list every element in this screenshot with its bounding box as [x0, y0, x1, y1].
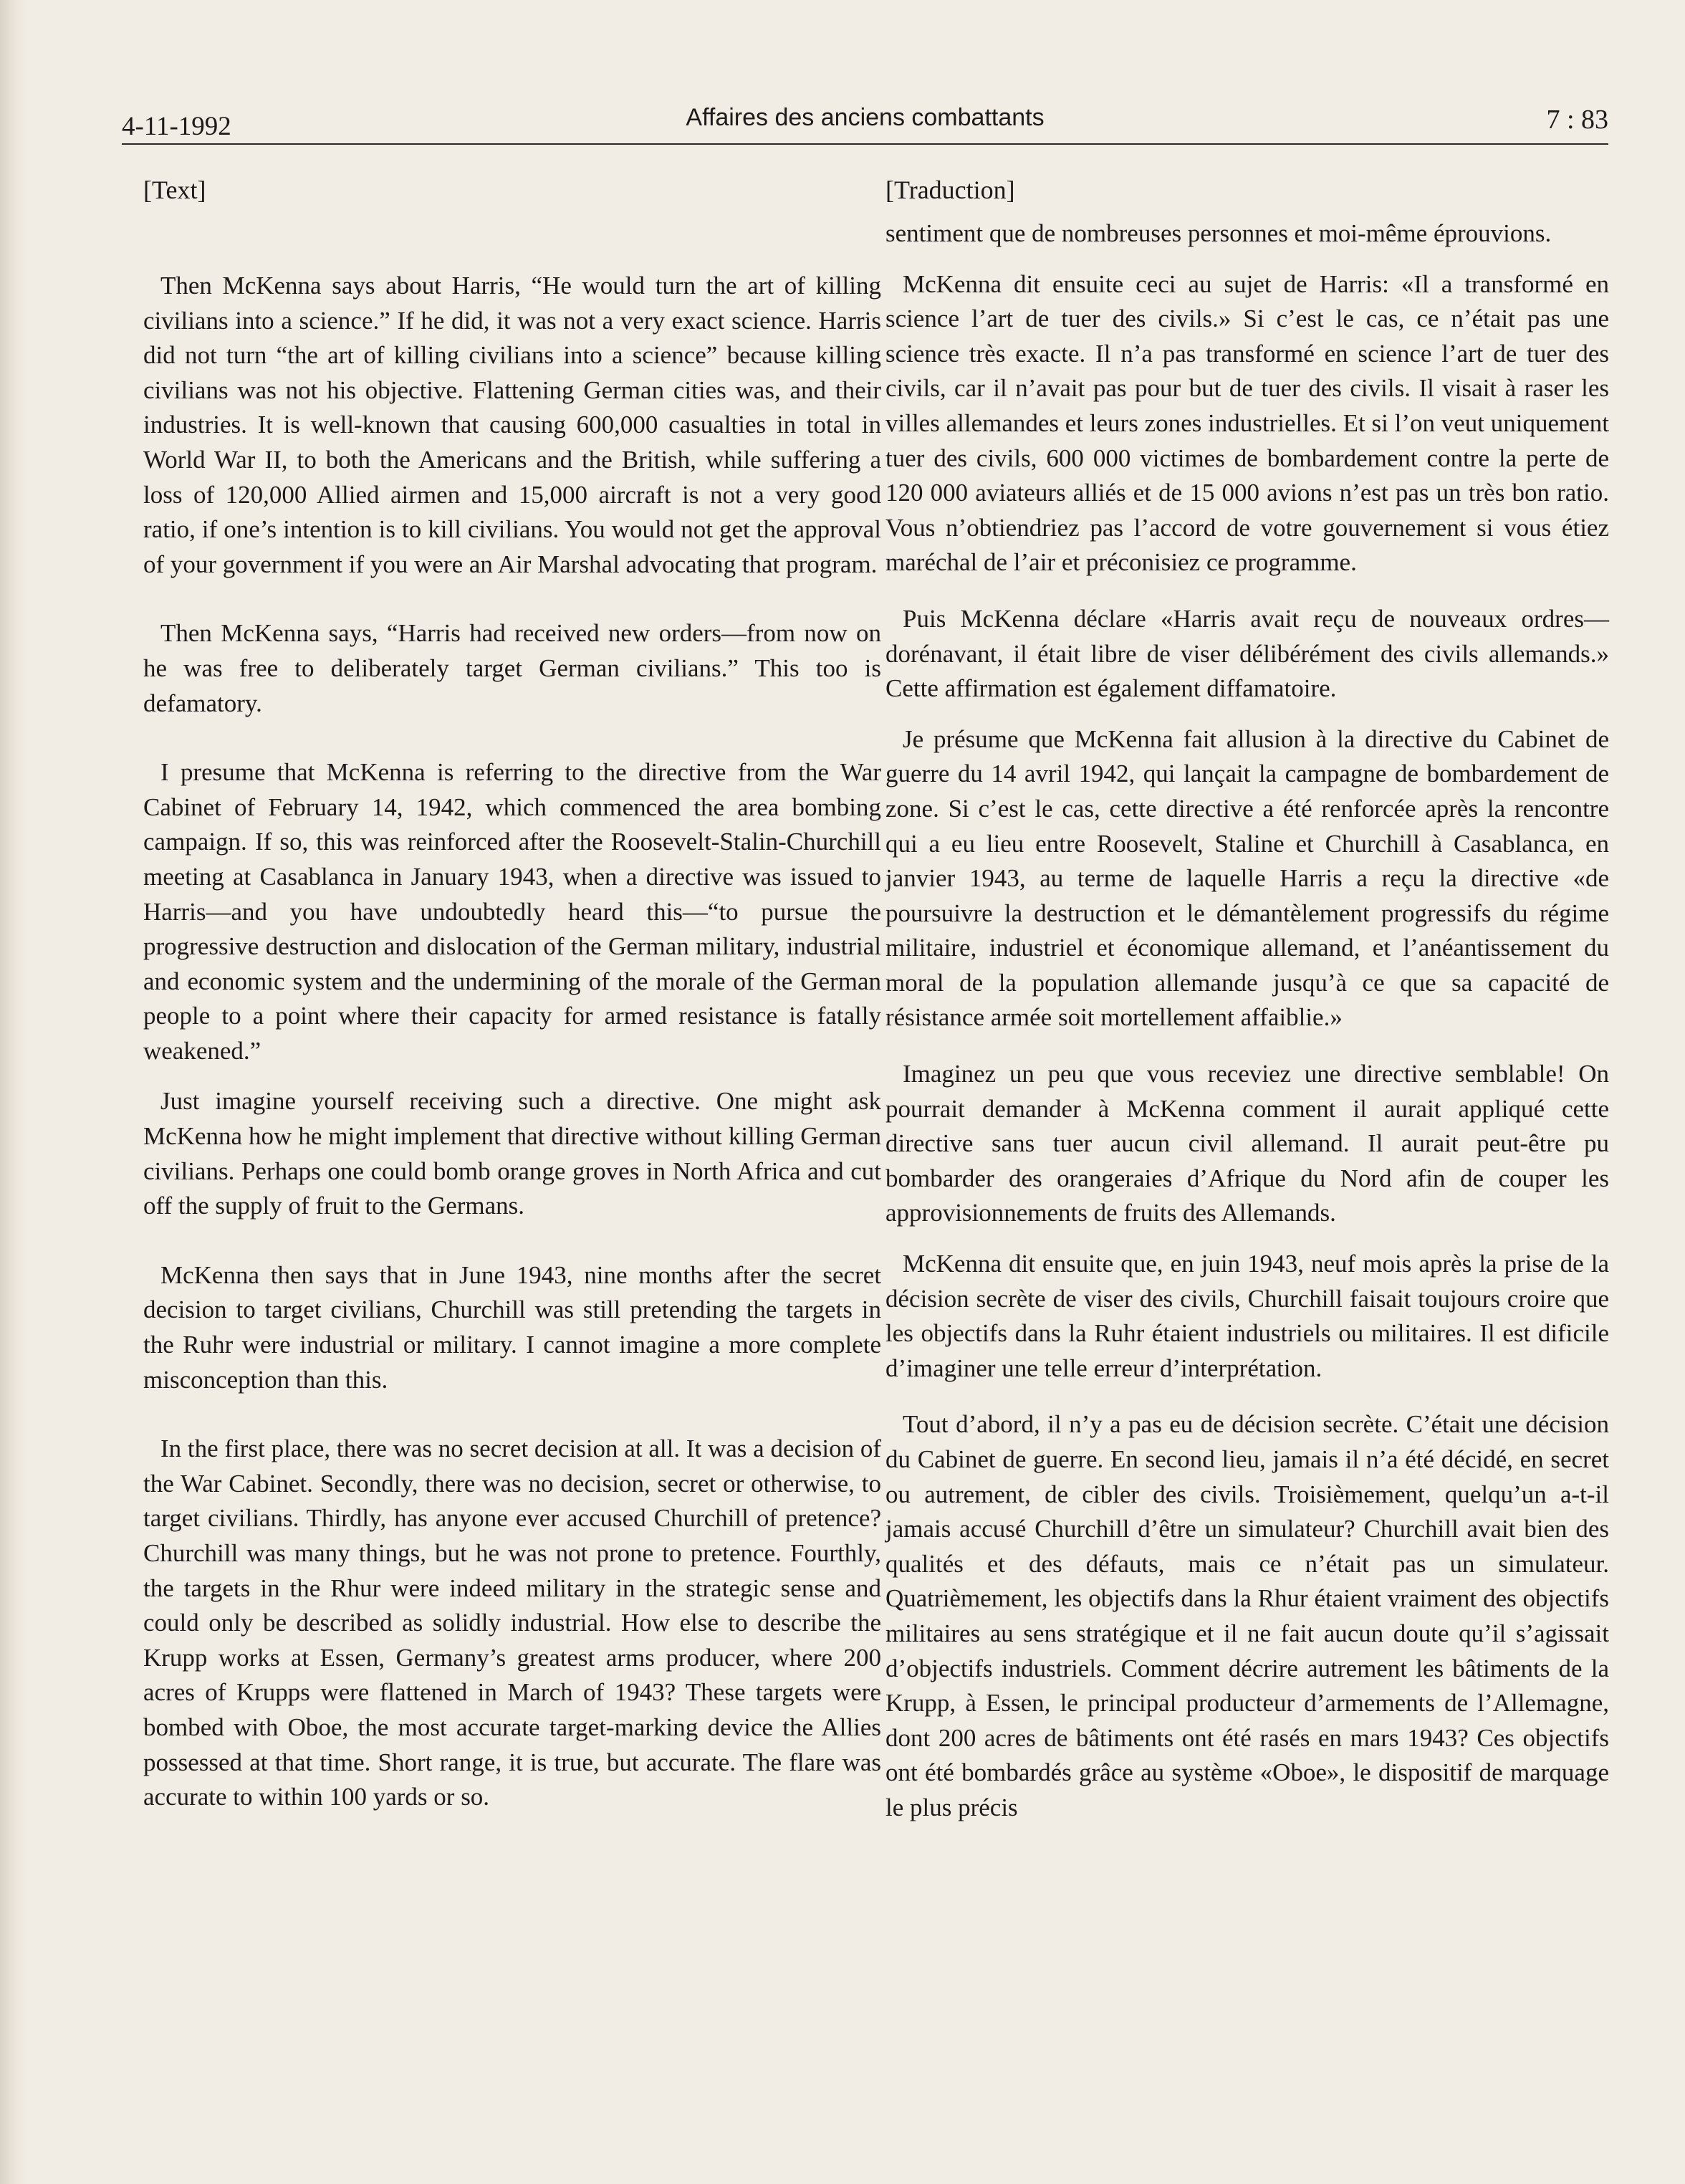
- paragraph: Imaginez un peu que vous receviez une directive semblable! On pourrait demander à McKenna comment il aurait appliqué cette directive sans tuer aucun civil allemand. Il aurait peut-être pu bombarder des orangeraies d’Afrique du Nord afin de couper les approvisionnements de fruits des Allemands.: [885, 1060, 1609, 1227]
- paragraph: Je présume que McKenna fait allusion à la directive du Cabinet de guerre du 14 avril 1942, qui lançait la campagne de bombardement de zone. Si c’est le cas, cette directive a été renforcée après la rencontre qui a eu lieu entre Roosevelt, Staline et Churchill à Casablanca, en janvier 1943, au terme de laquelle Harris a reçu la directive «de poursuivre la destruction et le démantèlement progressifs du régime militaire, industriel et économique allemand, et l’anéantissement du moral de la population allemande jusqu’à ce que sa capacité de résistance armée soit mortellement affaiblie.»: [885, 724, 1609, 1032]
- paragraph: Then McKenna says, “Harris had received new orders—from now on he was free to deliberately target German civilians.” This too is defamatory.: [143, 619, 881, 717]
- paragraph: McKenna then says that in June 1943, nine months after the secret decision to target civilians, Churchill was still pretending the targets in the Ruhr were industrial or military. I cannot imagine a more complete misconception than this.: [143, 1260, 881, 1394]
- paragraph: Then McKenna says about Harris, “He would turn the art of killing civilians into a science.” If he did, it was not a very exact science. Harris did not turn “the art of killing civilians into a science” because killing civilians was not his objective. Flattening German cities was, and their industries. It is well-known that causing 600,000 casualties in total in World War II, to both the Americans and the British, while suffering a loss of 120,000 Allied airmen and 15,000 aircraft is not a very good ratio, if one’s intention is to kill civilians. You would not get the approval of your government if you were an Air Marshal advocating that program.: [143, 272, 881, 578]
- page-edge-shadow: [0, 0, 27, 2184]
- paragraph: Puis McKenna déclare «Harris avait reçu de nouveaux ordres—dorénavant, il était libre de viser délibérément des civils allemands.» Cette affirmation est également diffamatoire.: [885, 604, 1609, 703]
- paragraph: McKenna dit ensuite ceci au sujet de Harris: «Il a transformé en science l’art de tuer des civils.» Si c’est le cas, ce n’était pas une science très exacte. Il n’a pas transformé en science l’art de tuer des civils, car il n’avait pas pour but de tuer des civils. Il visait à raser les villes allemandes et leurs zones industrielles. Et si l’on veut uniquement tuer des civils, 600 000 victimes de bombardement contre la perte de 120 000 aviateurs alliés et de 15 000 avions n’est pas un très bon ratio. Vous n’obtiendriez pas l’accord de votre gouvernement si vous étiez maréchal de l’air et préconisiez ce programme.: [885, 269, 1609, 577]
- header-rule: [122, 143, 1608, 145]
- paragraph: sentiment que de nombreuses personnes et moi-même éprouvions.: [885, 219, 1552, 247]
- english-column-heading: [Text]: [143, 176, 206, 204]
- header-title: Affaires des anciens combattants: [686, 104, 1045, 131]
- header-date: 4-11-1992: [122, 112, 231, 141]
- paragraph: Tout d’abord, il n’y a pas eu de décision secrète. C’était une décision du Cabinet de guerre. En second lieu, jamais il n’a été décidé, en secret ou autrement, de cibler des civils. Troisièmement, quelqu’un a-t-il jamais accusé Churchill d’être un simulateur? Churchill avait bien des qualités et des défauts, mais ce n’était pas un simulateur. Quatrièmement, les objectifs dans la Rhur étaient vraiment des objectifs militaires au sens stratégique et il ne fait aucun doute qu’il s’agissait d’objectifs industriels. Comment décrire autrement les bâtiments de la Krupp, à Essen, le principal producteur d’armements de l’Allemagne, dont 200 acres de bâtiments ont été rasés en mars 1943? Ces objectifs ont été bombardés grâce au système «Oboe», le dispositif de marquage le plus précis: [885, 1410, 1609, 1821]
- french-column: [885, 172, 1609, 1841]
- french-column-heading: [Traduction]: [885, 176, 1015, 204]
- paragraph: Just imagine yourself receiving such a directive. One might ask McKenna how he might implement that directive without killing German civilians. Perhaps one could bomb orange groves in North Africa and cut off the supply of fruit to the Germans.: [143, 1087, 881, 1220]
- paragraph: I presume that McKenna is referring to the directive from the War Cabinet of February 14, 1942, which commenced the area bombing campaign. If so, this was reinforced after the Roosevelt-Stalin-Churchill meeting at Casablanca in January 1943, when a directive was issued to Harris—and you have undoubtedly heard this—“to pursue the progressive destruction and dislocation of the German military, industrial and economic system and the undermining of the morale of the German people to a point where their capacity for armed resistance is fatally weakened.”: [143, 758, 881, 1065]
- header-page-number: 7 : 83: [1546, 105, 1608, 135]
- paragraph: McKenna dit ensuite que, en juin 1943, neuf mois après la prise de la décision secrète de viser des civils, Churchill faisait toujours croire que les objectifs dans la Ruhr étaient industriels ou militaires. Il est dificile d’imaginer une telle erreur d’interprétation.: [885, 1250, 1609, 1382]
- english-column: [143, 172, 881, 1831]
- paragraph: In the first place, there was no secret decision at all. It was a decision of the War Cabinet. Secondly, there was no decision, secret or otherwise, to target civilians. Thirdly, has anyone ever accused Churchill of pretence? Churchill was many things, but he was not prone to pretence. Fourthly, the targets in the Rhur were indeed military in the strategic sense and could only be described as solidly industrial. How else to describe the Krupp works at Essen, Germany’s greatest arms producer, where 200 acres of Krupps were flattened in March of 1943? These targets were bombed with Oboe, the most accurate target-marking device the Allies possessed at that time. Short range, it is true, but accurate. The flare was accurate to within 100 yards or so.: [143, 1435, 881, 1811]
